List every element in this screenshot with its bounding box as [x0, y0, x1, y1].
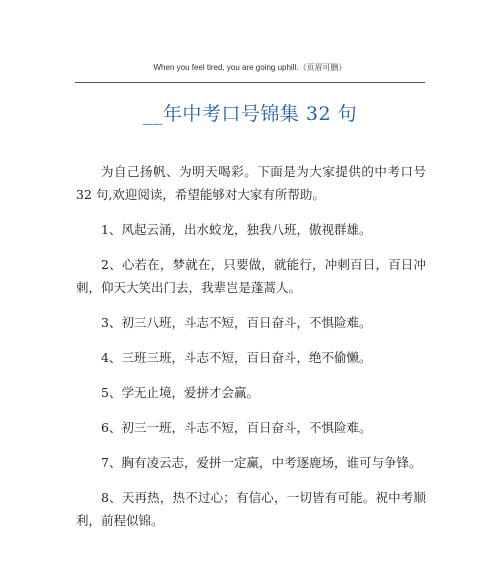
slogan-item-7: 7、胸有凌云志，爱拼一定赢，中考逐鹿场，谁可与争锋。: [101, 455, 422, 470]
slogan-item-6: 6、初三一班，斗志不短，百日奋斗，不惧险难。: [101, 420, 372, 435]
header-divider: [75, 82, 425, 83]
slogan-item-5: 5、学无止境，爱拼才会赢。: [101, 385, 259, 400]
page-header: When you feel tired, you are going uphill.（页眉可删）: [153, 63, 347, 72]
slogan-item-4: 4、三班三班，斗志不短，百日奋斗，绝不偷懒。: [101, 350, 372, 365]
slogan-item-1: 1、风起云涌，出水蛟龙，独我八班，傲视群雄。: [101, 222, 372, 237]
slogan-item-2: 2、心若在，梦就在，只要做，就能行，冲刺百日，百日冲刺，仰天大笑出门去，我辈岂是蓬蒿人。: [76, 257, 426, 295]
document-body: [76, 160, 426, 544]
intro-paragraph: 为自己扬帆、为明天喝彩。下面是为大家提供的中考口号 32 句,欢迎阅读，希望能够对大家有所帮助。: [76, 164, 426, 202]
document-title: __年中考口号锦集 32 句: [142, 103, 358, 125]
slogan-item-3: 3、初三八班，斗志不短，百日奋斗，不惧险难。: [101, 315, 372, 330]
slogan-item-8: 8、天再热，热不过心；有信心，一切皆有可能。祝中考顺利，前程似锦。: [76, 490, 426, 528]
